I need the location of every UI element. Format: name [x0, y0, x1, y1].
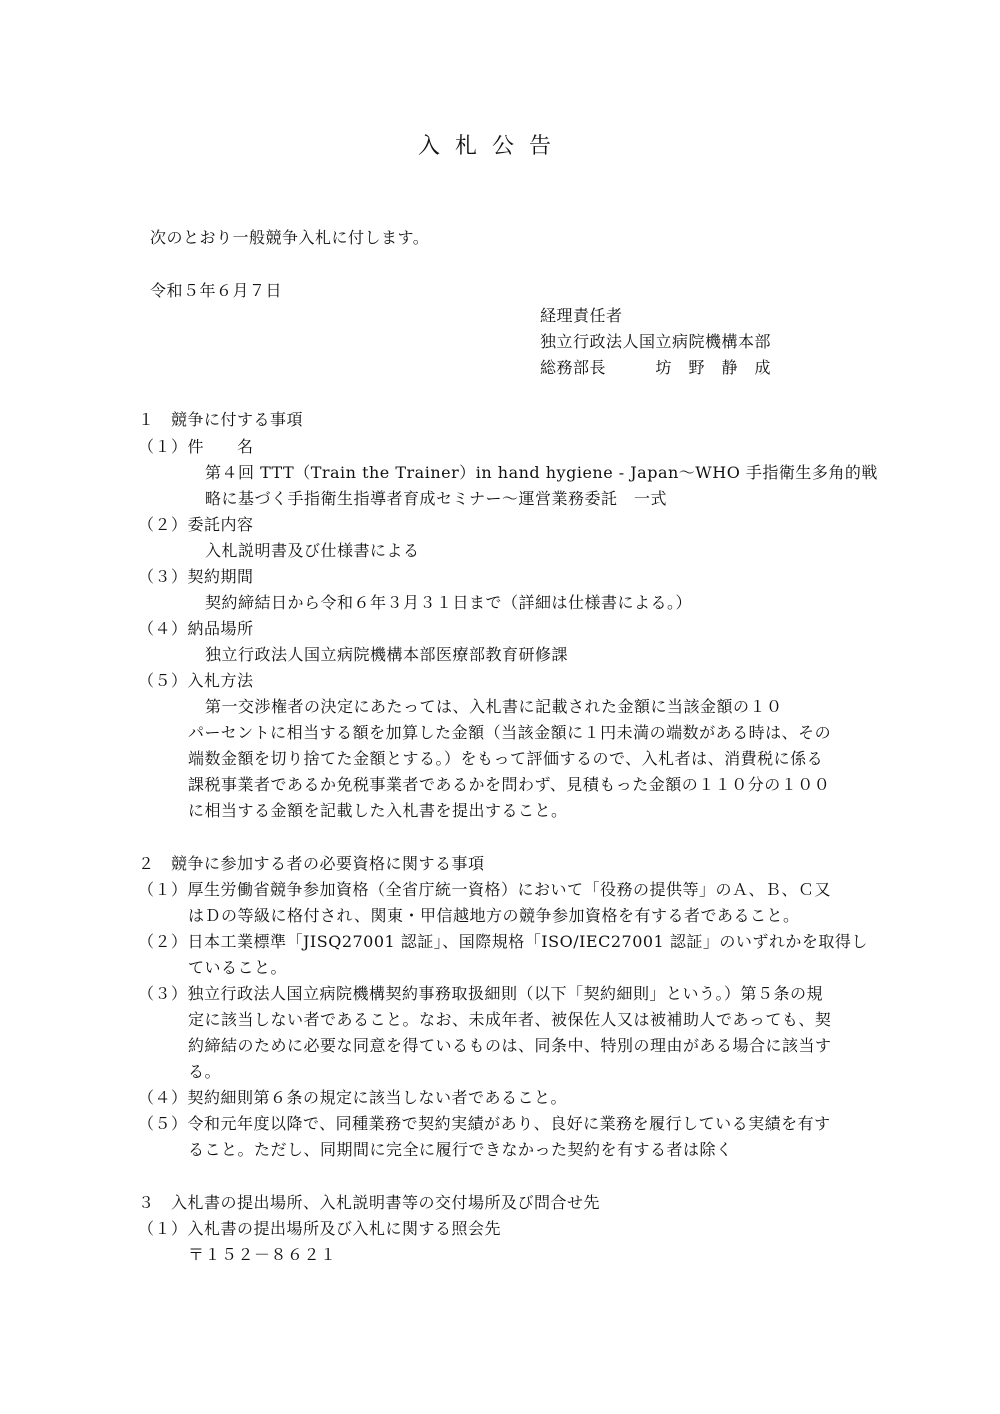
requirement-3: 定に該当しない者であること。なお、未成年者、被保佐人又は被補助人であっても、契	[188, 1010, 832, 1029]
requirement-3: る。	[188, 1062, 222, 1081]
item-1-label: （１）件 名	[138, 437, 254, 456]
item-2-label: （２）委託内容	[138, 515, 254, 534]
item-5-text: 課税事業者であるか免税事業者であるかを問わず、見積もった金額の１１０分の１００	[188, 775, 831, 794]
requirement-5: ること。ただし、同期間に完全に履行できなかった契約を有する者は除く	[188, 1140, 733, 1159]
item-5-label: （５）入札方法	[138, 671, 254, 690]
item-3-label: （３）契約期間	[138, 567, 254, 586]
item-4-text: 独立行政法人国立病院機構本部医療部教育研修課	[205, 645, 569, 664]
issuer-org: 独立行政法人国立病院機構本部	[540, 332, 772, 351]
requirement-1: （１）厚生労働省競争参加資格（全省庁統一資格）において「役務の提供等」のＡ、Ｂ、Ｃ又	[138, 880, 832, 899]
requirement-1: はＤの等級に格付され、関東・甲信越地方の競争参加資格を有する者であること。	[188, 906, 800, 925]
requirement-3: （３）独立行政法人国立病院機構契約事務取扱細則（以下「契約細則」という。）第５条の規	[138, 984, 824, 1003]
item-5-text: 端数金額を切り捨てた金額とする。）をもって評価するので、入札者は、消費税に係る	[188, 749, 824, 768]
document-title: 入 札 公 告	[418, 134, 555, 159]
requirement-2: ていること。	[188, 958, 288, 977]
issuer-role: 経理責任者	[540, 306, 623, 325]
intro-text: 次のとおり一般競争入札に付します。	[150, 228, 430, 247]
item-1-text: 略に基づく手指衛生指導者育成セミナー～運営業務委託 一式	[205, 489, 668, 508]
item-2-text: 入札説明書及び仕様書による	[205, 541, 420, 560]
issuer-name: 総務部長 坊 野 静 成	[540, 358, 772, 377]
item-1-text: 第４回 TTT（Train the Trainer）in hand hygiene - Japan～WHO 手指衛生多角的戦	[205, 463, 878, 482]
item-5-text: 第一交渉権者の決定にあたっては、入札書に記載された金額に当該金額の１０	[205, 697, 783, 716]
item-5-text: に相当する金額を記載した入札書を提出すること。	[188, 801, 568, 820]
section-2-heading: ２ 競争に参加する者の必要資格に関する事項	[138, 854, 485, 873]
section-3-heading: ３ 入札書の提出場所、入札説明書等の交付場所及び問合せ先	[138, 1193, 601, 1212]
requirement-3: 約締結のために必要な同意を得ているものは、同条中、特別の理由がある場合に該当す	[188, 1036, 832, 1055]
postal-code: 〒１５２－８６２１	[188, 1245, 337, 1264]
item-5-text: パーセントに相当する額を加算した金額（当該金額に１円未満の端数がある時は、その	[188, 723, 832, 742]
requirement-5: （５）令和元年度以降で、同種業務で契約実績があり、良好に業務を履行している実績を有す	[138, 1114, 831, 1133]
requirement-4: （４）契約細則第６条の規定に該当しない者であること。	[138, 1088, 568, 1107]
item-3-text: 契約締結日から令和６年３月３１日まで（詳細は仕様書による。）	[205, 593, 693, 612]
requirement-2: （２）日本工業標準「JISQ27001 認証」、国際規格「ISO/IEC27001 認証」のいずれかを取得し	[138, 932, 868, 951]
section-1-heading: １ 競争に付する事項	[138, 410, 304, 429]
item-4-label: （４）納品場所	[138, 619, 254, 638]
date: 令和５年６月７日	[150, 281, 283, 300]
submission-place-label: （１）入札書の提出場所及び入札に関する照会先	[138, 1219, 502, 1238]
